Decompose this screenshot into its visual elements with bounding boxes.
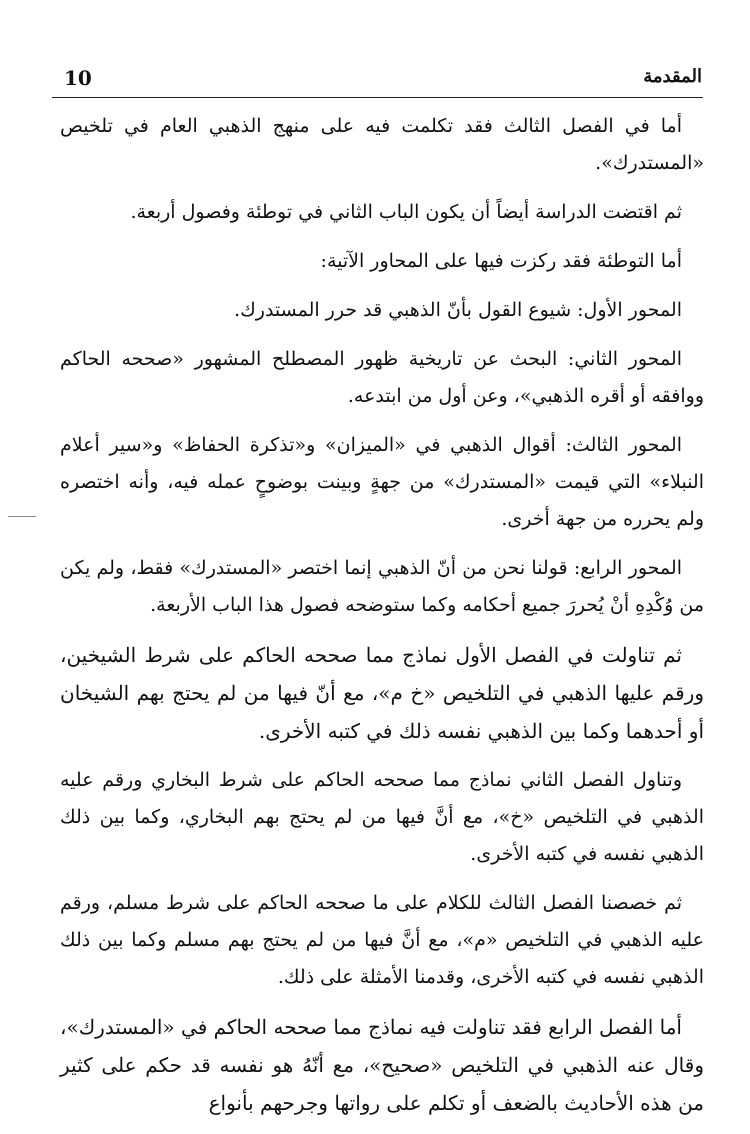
page-body (60, 108, 704, 1134)
paragraph-chapter-one: ثم تناولت في الفصل الأول نماذج مما صححه الحاكم على شرط الشيخين، ورقم عليها الذهبي في التلخيص «خ م»، مع أنّ فيها من لم يحتج بهم الشيخان أو أحدهما وكما بين الذهبي نفسه ذلك في كتبه الأخرى. (60, 643, 704, 743)
paragraph-chapter-two: وتناول الفصل الثاني نماذج مما صححه الحاكم على شرط البخاري ورقم عليه الذهبي في التلخيص «خ»، مع أنَّ فيها من لم يحتج بهم البخاري، وكما بين ذلك الذهبي نفسه في كتبه الأخرى. (60, 769, 704, 865)
header-rule (52, 97, 703, 98)
paragraph-axis-four: المحور الرابع: قولنا نحن من أنّ الذهبي إنما اختصر «المستدرك» فقط، ولم يكن من وُكْدِهِ أنْ يُحررَ جميع أحكامه وكما ستوضحه فصول هذا الباب الأربعة. (60, 557, 704, 616)
page-number: 10 (64, 66, 92, 90)
margin-mark (8, 516, 36, 517)
paragraph-part-two-intro: ثم اقتضت الدراسة أيضاً أن يكون الباب الثاني في توطئة وفصول أربعة. (130, 201, 682, 223)
running-title: المقدمة (643, 66, 702, 87)
paragraph-chapter-three-muslim: ثم خصصنا الفصل الثالث للكلام على ما صححه الحاكم على شرط مسلم، ورقم عليه الذهبي في التلخيص «م»، مع أنَّ فيها من لم يحتج بهم مسلم وكما بين ذلك الذهبي نفسه في كتبه الأخرى، وقدمنا الأمثلة على ذلك. (60, 892, 704, 988)
paragraph-chapter-three: أما في الفصل الثالث فقد تكلمت فيه على منهج الذهبي العام في تلخيص «المستدرك». (60, 115, 704, 174)
paragraph-axis-one: المحور الأول: شيوع القول بأنّ الذهبي قد حرر المستدرك. (234, 299, 682, 321)
paragraph-axis-three: المحور الثالث: أقوال الذهبي في «الميزان» و«تذكرة الحفاظ» و«سير أعلام النبلاء» التي قيمت «المستدرك» من جهةٍ وبينت بوضوحٍ عمله فيه، وأنه اختصره ولم يحرره من جهة أخرى. (60, 434, 704, 530)
paragraph-preface-axes: أما التوطئة فقد ركزت فيها على المحاور الآتية: (320, 250, 682, 272)
page-header (52, 64, 702, 98)
paragraph-axis-two: المحور الثاني: البحث عن تاريخية ظهور المصطلح المشهور «صححه الحاكم ووافقه أو أقره الذهبي»، وعن أول من ابتدعه. (60, 348, 704, 407)
paragraph-chapter-four: أما الفصل الرابع فقد تناولت فيه نماذج مما صححه الحاكم في «المستدرك»، وقال عنه الذهبي في التلخيص «صحيح»، مع أنّهُ هو نفسه قد حكم على كثير من هذه الأحاديث بالضعف أو تكلم على رواتها وجرحهم بأنواع (60, 1015, 704, 1115)
